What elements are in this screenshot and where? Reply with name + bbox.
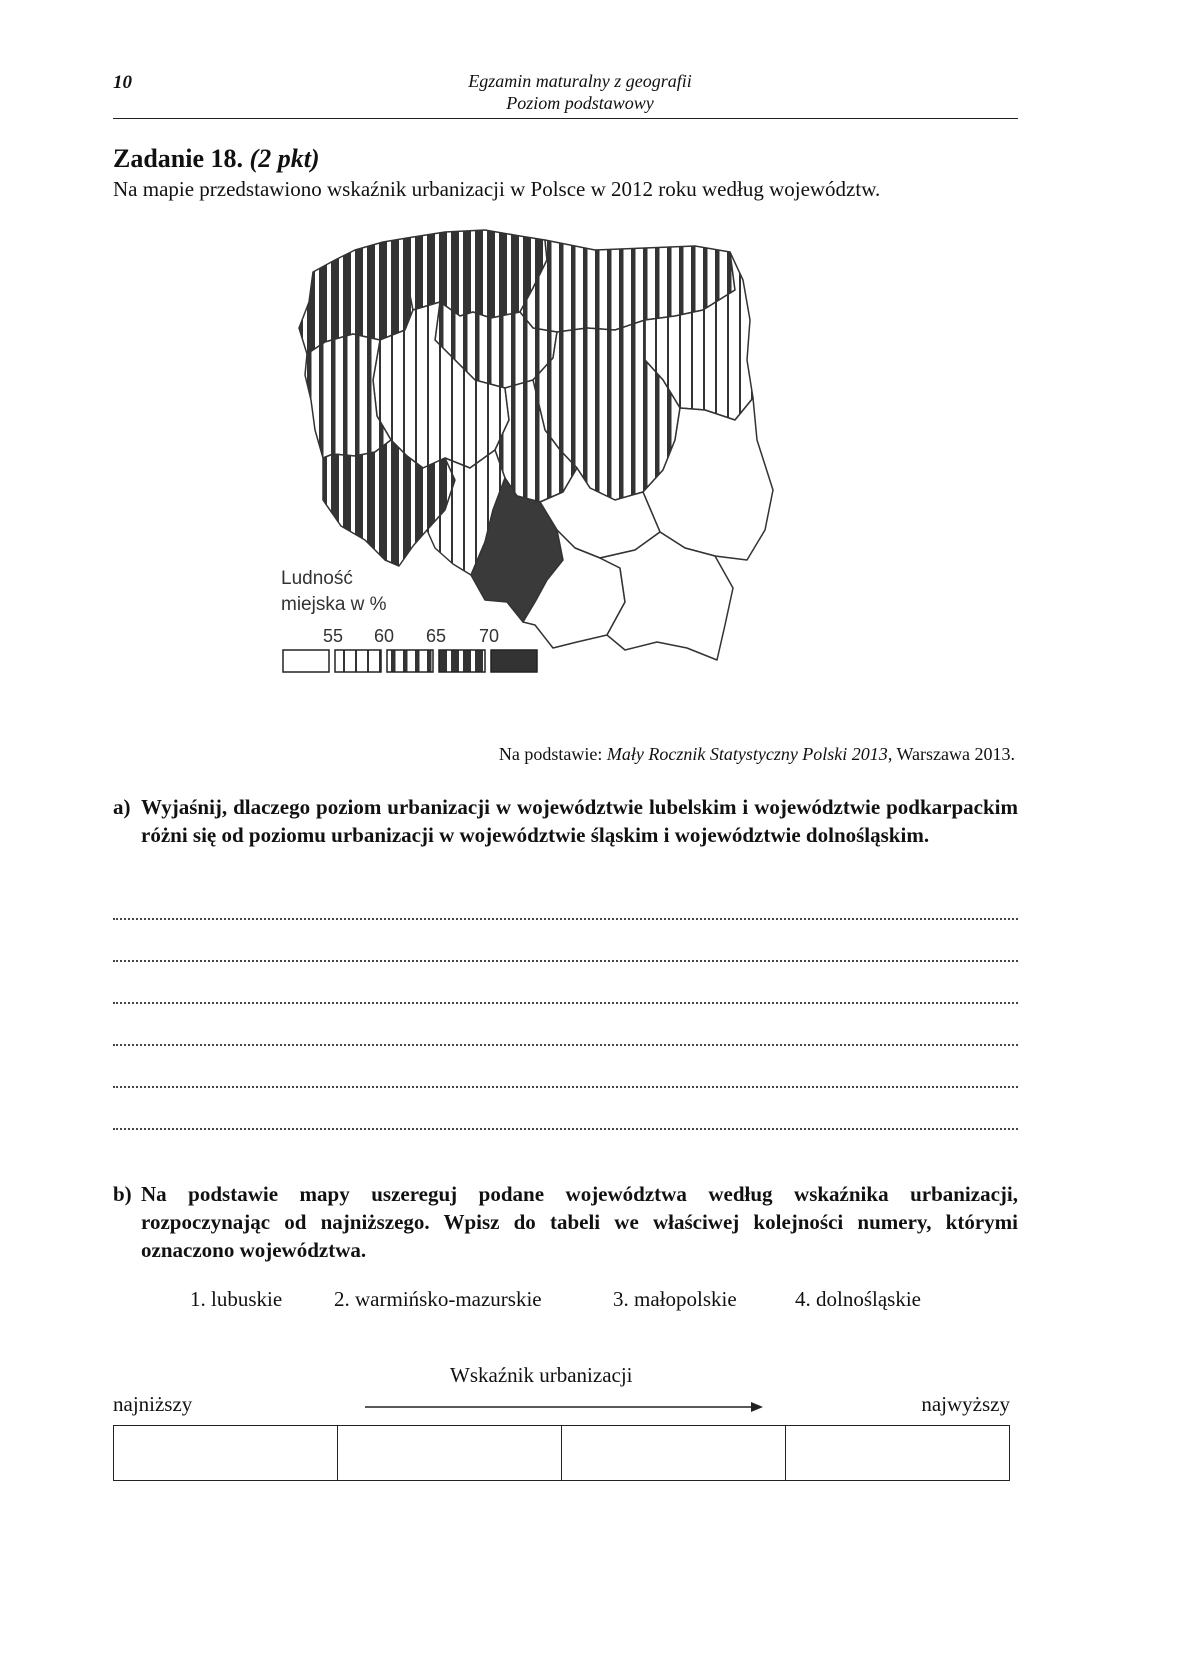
question-b-label: b) (113, 1182, 132, 1206)
answer-line[interactable] (113, 1002, 1018, 1004)
legend-tick-60: 60 (373, 626, 395, 646)
option-dolnoslaskie: 4. dolnośląskie (795, 1287, 921, 1311)
source-suffix: , Warszawa 2013. (887, 744, 1015, 764)
answer-line[interactable] (113, 1044, 1018, 1046)
task-title (113, 144, 320, 174)
legend-tick-70: 70 (478, 626, 500, 646)
header-rule (113, 118, 1018, 119)
source-title: Mały Rocznik Statystyczny Polski 2013 (606, 744, 888, 764)
question-a-text: Wyjaśnij, dlaczego poziom urbanizacji w województwie lubelskim i województwie podkarpackim różni się od poziomu urbanizacji w województwie śląskim i województwie dolnośląskim. (141, 795, 1018, 847)
legend-tick-65: 65 (425, 626, 447, 646)
ranking-cell-2[interactable] (338, 1426, 562, 1481)
answer-line[interactable] (113, 960, 1018, 962)
legend-title-line1: Ludność (281, 568, 353, 589)
ranking-answer-table (113, 1425, 1010, 1481)
question-b (113, 1180, 1018, 1264)
task-number: Zadanie 18. (113, 144, 244, 173)
ranking-high-label: najwyższy (921, 1392, 1010, 1416)
ranking-cell-4[interactable] (786, 1426, 1010, 1481)
exam-title: Egzamin maturalny z geografii (468, 71, 692, 91)
answer-line[interactable] (113, 1086, 1018, 1088)
ranking-low-label: najniższy (113, 1392, 193, 1416)
question-b-text: Na podstawie mapy uszereguj podane województwa według wskaźnika urbanizacji, rozpoczynając od najniższego. Wpisz do tabeli we właściwej kolejności numery, którymi oznaczono województwa. (141, 1182, 1018, 1262)
answer-line[interactable] (113, 918, 1018, 920)
task-points: (2 pkt) (249, 144, 320, 173)
legend-box-65-70 (439, 650, 485, 672)
ranking-arrow-icon (365, 1400, 765, 1414)
exam-level: Poziom podstawowy (506, 93, 654, 113)
question-a-label: a) (113, 795, 131, 819)
answer-line[interactable] (113, 1128, 1018, 1130)
legend-box-below-55 (283, 650, 329, 672)
ranking-cell-3[interactable] (562, 1426, 786, 1481)
ranking-axis-title: Wskaźnik urbanizacji (450, 1363, 633, 1387)
legend-box-55-60 (335, 650, 381, 672)
option-malopolskie: 3. małopolskie (613, 1287, 737, 1311)
option-warminsko-mazurskie: 2. warmińsko-mazurskie (334, 1287, 542, 1311)
legend-box-above-70 (491, 650, 537, 672)
source-prefix: Na podstawie: (498, 744, 607, 764)
task-intro: Na mapie przedstawiono wskaźnik urbanizacji w Polsce w 2012 roku według województw. (113, 177, 881, 201)
ranking-cell-1[interactable] (114, 1426, 338, 1481)
question-a (113, 793, 1018, 849)
page-number: 10 (113, 72, 132, 93)
option-lubuskie: 1. lubuskie (190, 1287, 283, 1311)
legend-box-60-65 (387, 650, 433, 672)
legend-tick-55: 55 (322, 626, 344, 646)
legend-title-line2: miejska w % (281, 594, 387, 615)
source-note (499, 744, 1015, 765)
urbanization-map (281, 230, 815, 710)
